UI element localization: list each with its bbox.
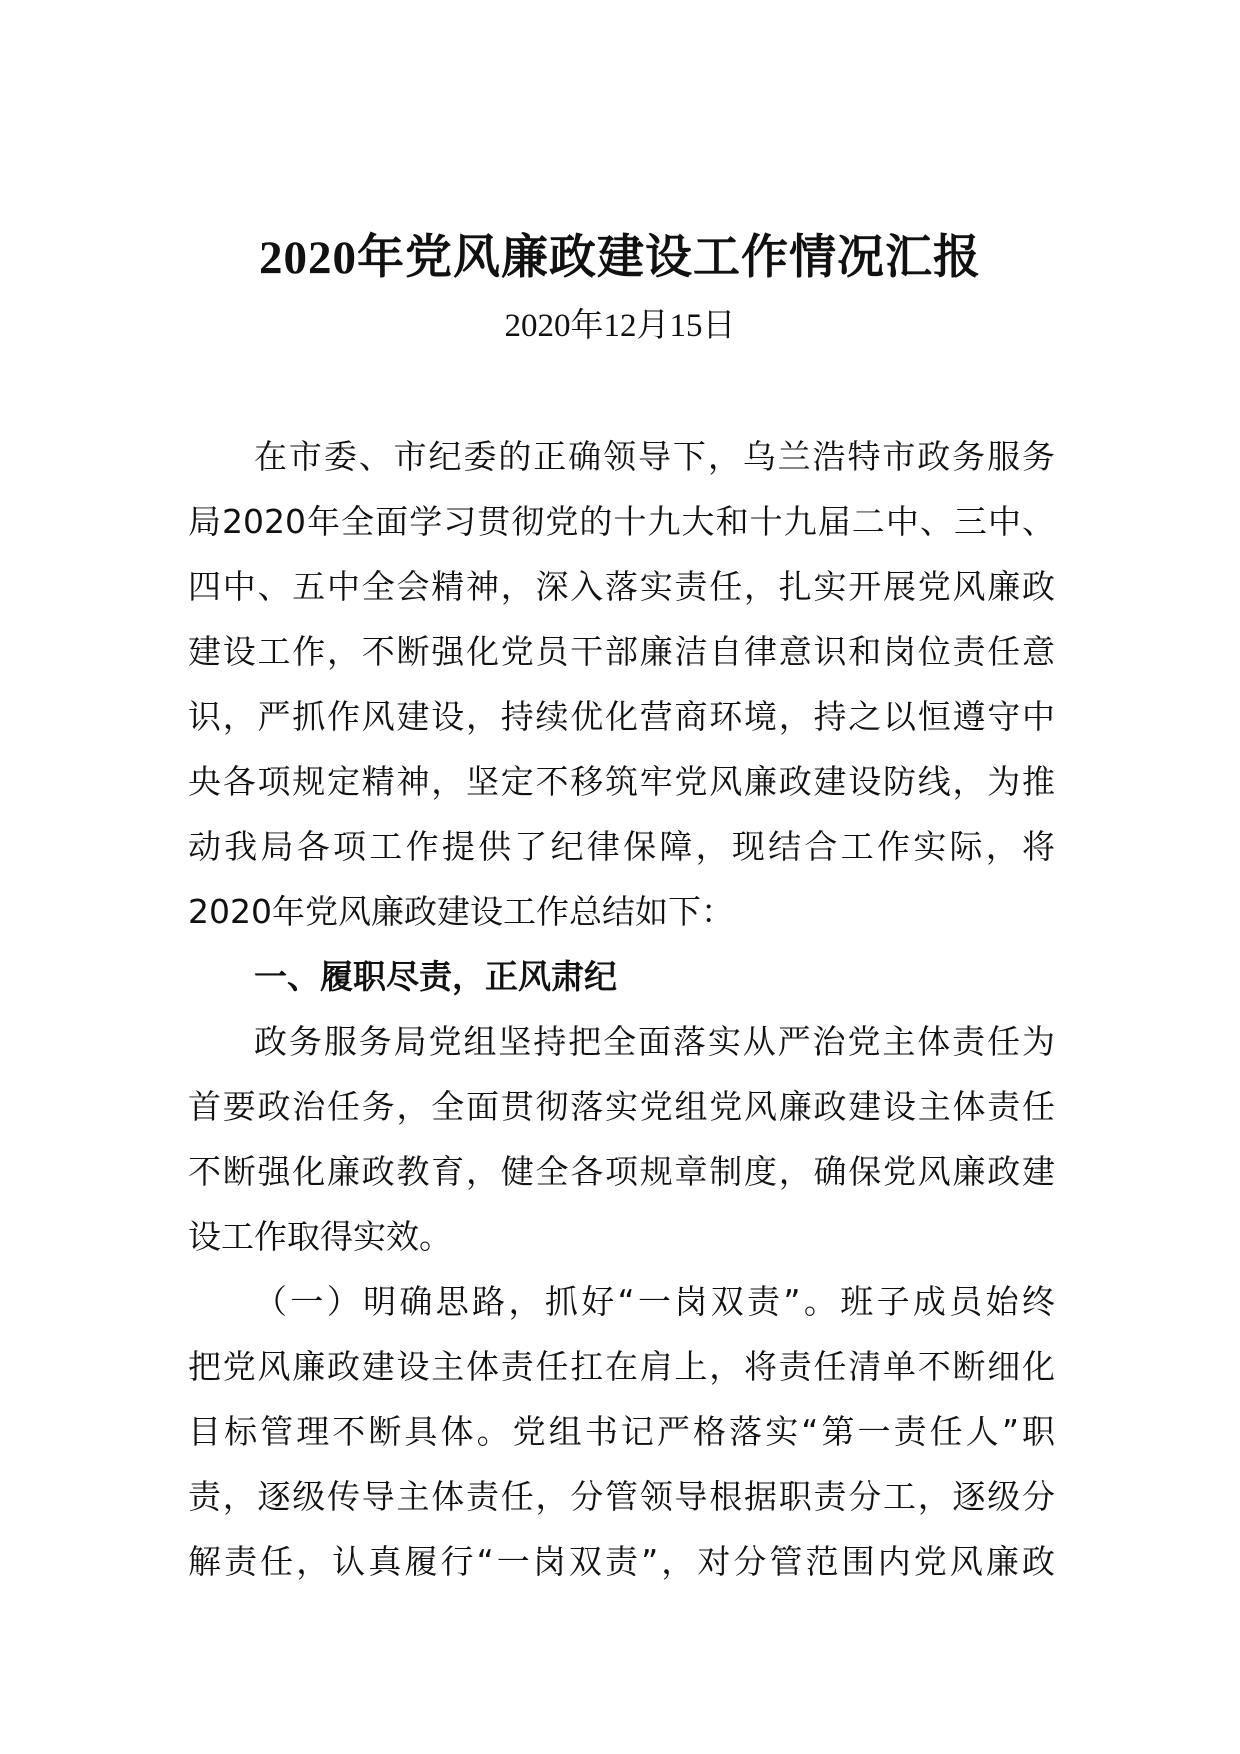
body-line: 建设工作，不断强化党员干部廉洁自律意识和岗位责任意 bbox=[188, 632, 1055, 671]
body-line: 局2020年全面学习贯彻党的十九大和十九届二中、三中、 bbox=[188, 502, 1055, 541]
body-line: 央各项规定精神，坚定不移筑牢党风廉政建设防线，为推 bbox=[188, 762, 1055, 801]
body-line: 责，逐级传导主体责任，分管领导根据职责分工，逐级分 bbox=[188, 1477, 1055, 1516]
document-title: 2020年党风廉政建设工作情况汇报 bbox=[259, 232, 981, 284]
body-line: 解责任，认真履行“一岗双责”，对分管范围内党风廉政 bbox=[188, 1542, 1055, 1581]
body-line: 在市委、市纪委的正确领导下，乌兰浩特市政务服务 bbox=[254, 437, 1055, 476]
body-line: （一）明确思路，抓好“一岗双责”。班子成员始终 bbox=[254, 1282, 1055, 1321]
body-line: 识，严抓作风建设，持续优化营商环境，持之以恒遵守中 bbox=[188, 697, 1055, 736]
body-line: 政务服务局党组坚持把全面落实从严治党主体责任为 bbox=[254, 1022, 1055, 1061]
document-date: 2020年12月15日 bbox=[504, 308, 736, 344]
body-line: 首要政治任务，全面贯彻落实党组党风廉政建设主体责任 bbox=[188, 1087, 1055, 1126]
body-line: 把党风廉政建设主体责任扛在肩上，将责任清单不断细化 bbox=[188, 1347, 1055, 1386]
body-line: 四中、五中全会精神，深入落实责任，扎实开展党风廉政 bbox=[188, 567, 1055, 606]
section-heading: 一、履职尽责，正风肃纪 bbox=[254, 957, 617, 996]
document-body bbox=[188, 424, 1055, 1594]
body-line: 不断强化廉政教育，健全各项规章制度，确保党风廉政建 bbox=[188, 1152, 1055, 1191]
body-line: 设工作取得实效。 bbox=[188, 1217, 452, 1256]
body-line: 动我局各项工作提供了纪律保障，现结合工作实际，将 bbox=[188, 827, 1055, 866]
body-line: 2020年党风廉政建设工作总结如下： bbox=[188, 892, 734, 931]
body-line: 目标管理不断具体。党组书记严格落实“第一责任人”职 bbox=[188, 1412, 1055, 1451]
